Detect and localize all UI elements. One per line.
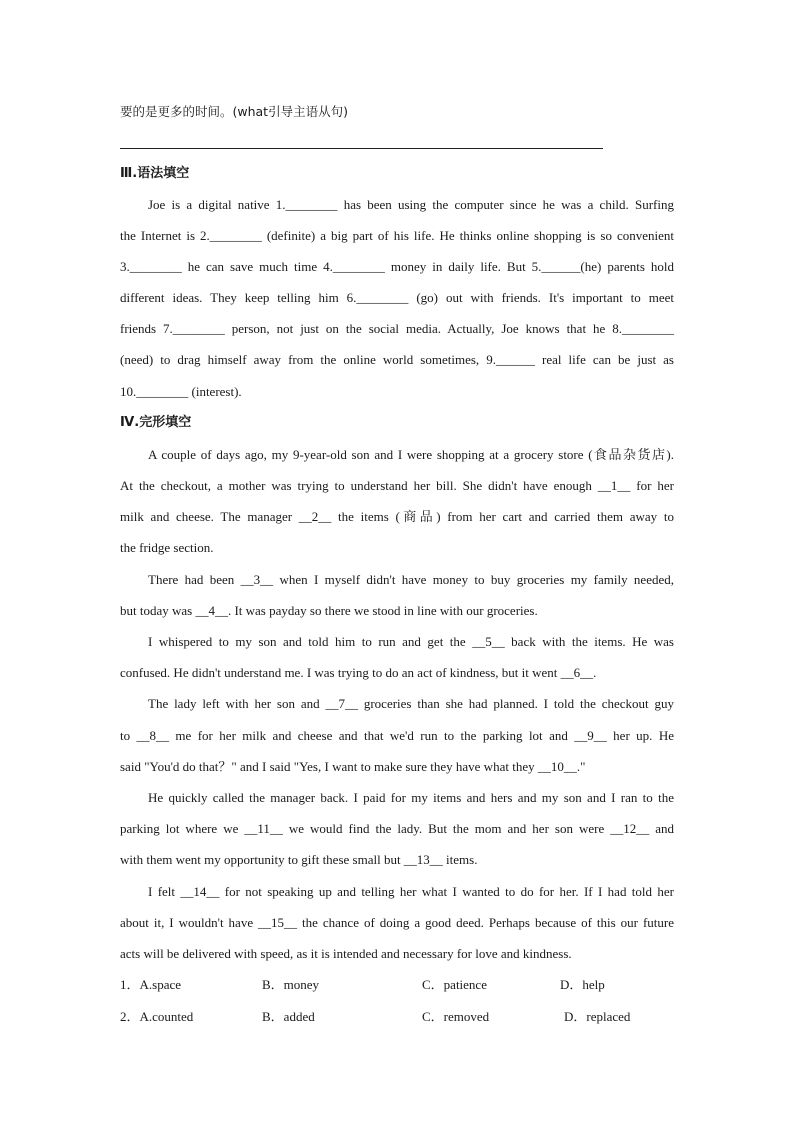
paragraph-line: about it, I wouldn't have __15__ the chance of doing a good deed. Perhaps because of this our future — [120, 915, 674, 930]
paragraph-line: the fridge section. — [120, 540, 214, 555]
paragraph-line: He quickly called the manager back. I paid for my items and hers and my son and I ran to the — [148, 790, 674, 805]
paragraph-line: The lady left with her son and __7__ groceries than she had planned. I told the checkout guy — [148, 696, 674, 711]
paragraph-line: friends 7.________ person, not just on the social media. Actually, Joe knows that he 8.________ — [120, 321, 674, 336]
paragraph-line: 10.________ (interest). — [120, 384, 242, 399]
paragraph-line: At the checkout, a mother was trying to understand her bill. She didn't have enough __1__ for her — [120, 478, 674, 493]
paragraph-line: I felt __14__ for not speaking up and telling her what I wanted to do for her. If I had told her — [148, 884, 674, 899]
paragraph-line: A couple of days ago, my 9-year-old son and I were shopping at a grocery store (食品杂货店). — [148, 447, 674, 462]
option-d: D．help — [560, 977, 605, 992]
paragraph-line: with them went my opportunity to gift these small but __13__ items. — [120, 852, 478, 867]
paragraph-line: Joe is a digital native 1.________ has been using the computer since he was a child. Surfing — [148, 197, 674, 212]
paragraph-line: said "You'd do that？" and I said "Yes, I want to make sure they have what they __10__." — [120, 759, 586, 774]
option-c: C．removed — [422, 1009, 490, 1024]
option-c: C．patience — [422, 977, 487, 992]
option-d: D．replaced — [564, 1009, 631, 1024]
paragraph-line: I whispered to my son and told him to run and get the __5__ back with the items. He was — [148, 634, 674, 649]
paragraph-line: There had been __3__ when I myself didn't have money to buy groceries my family needed, — [148, 572, 674, 587]
option-a: 1．A.space — [120, 977, 182, 992]
paragraph-line: (need) to drag himself away from the online world sometimes, 9.______ real life can be just as — [120, 352, 674, 367]
section-heading-grammar: Ⅲ.语法填空 — [120, 166, 190, 181]
translation-prompt: 要的是更多的时间。(what引导主语从句) — [120, 104, 348, 119]
paragraph-line: acts will be delivered with speed, as it is intended and necessary for love and kindness. — [120, 946, 572, 961]
section-heading-cloze: Ⅳ.完形填空 — [120, 415, 192, 430]
paragraph-line: different ideas. They keep telling him 6.________ (go) out with friends. It's important to meet — [120, 290, 674, 305]
paragraph-line: parking lot where we __11__ we would find the lady. But the mom and her son were __12__ and — [120, 821, 674, 836]
paragraph-line: to __8__ me for her milk and cheese and that we'd run to the parking lot and __9__ her up. He — [120, 728, 674, 743]
paragraph-line: confused. He didn't understand me. I was trying to do an act of kindness, but it went __6__. — [120, 665, 597, 680]
answer-line — [120, 148, 603, 149]
paragraph-line: 3.________ he can save much time 4.________ money in daily life. But 5.______(he) parents hold — [120, 259, 674, 274]
option-b: B．money — [262, 977, 320, 992]
option-a: 2．A.counted — [120, 1009, 194, 1024]
option-b: B．added — [262, 1009, 315, 1024]
paragraph-line: but today was __4__. It was payday so there we stood in line with our groceries. — [120, 603, 538, 618]
paragraph-line: milk and cheese. The manager __2__ the items (商品) from her cart and carried them away to — [120, 509, 674, 524]
paragraph-line: the Internet is 2.________ (definite) a big part of his life. He thinks online shopping is so convenient — [120, 228, 674, 243]
